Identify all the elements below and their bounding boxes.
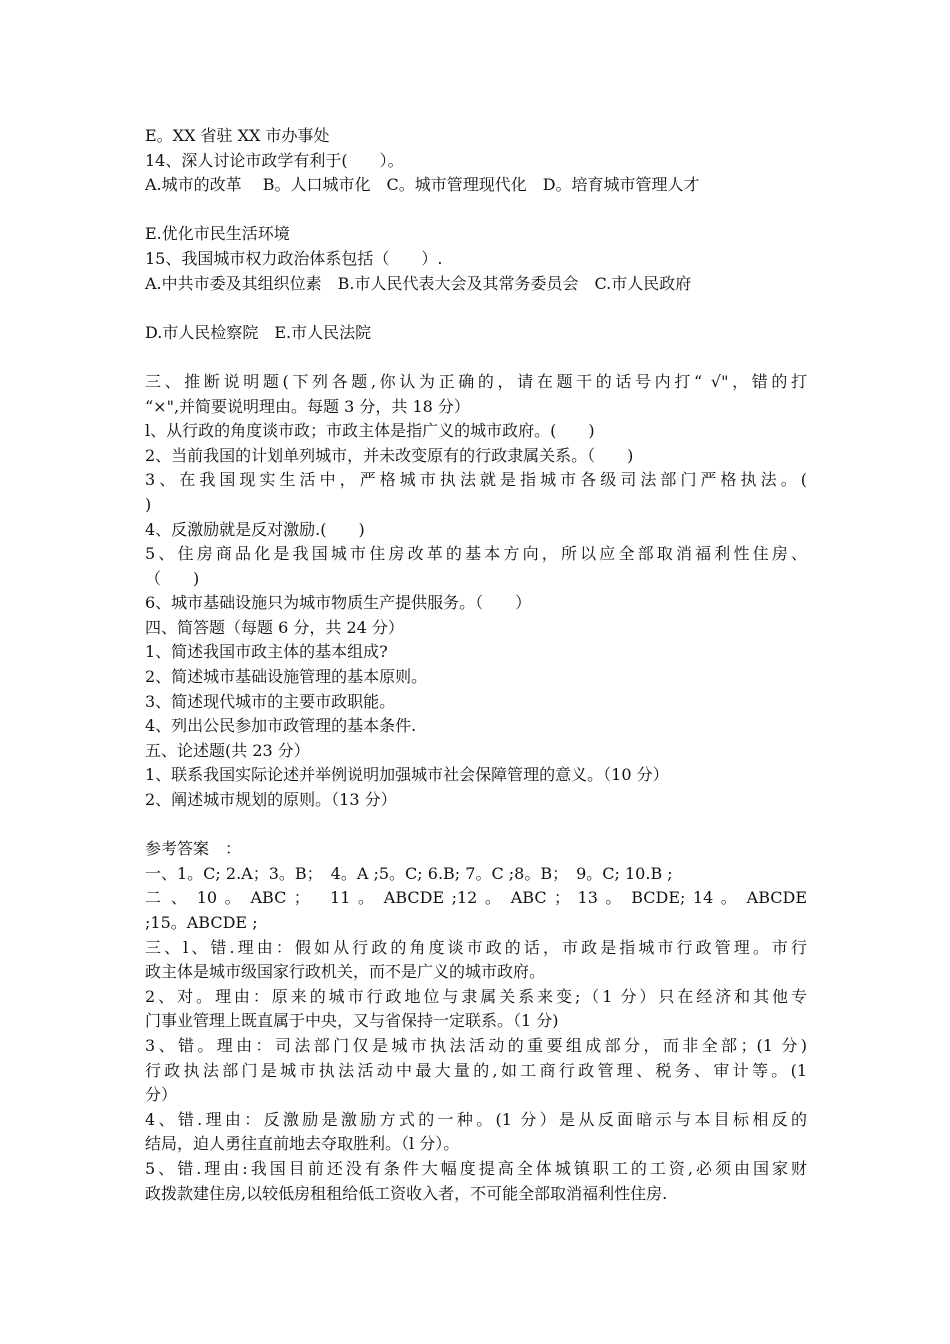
text-line: 门事业管理上既直属于中央，又与省保持一定联系。（1 分)	[145, 1011, 559, 1031]
text-line: 6、城市基础设施只为城市物质生产提供服务。（ ）	[145, 593, 532, 613]
text-line: 一、1。C; 2.A；3。B； 4。A ;5。C; 6.B; 7。C ;8。B； 9。C; 10.B ;	[145, 863, 673, 883]
text-line: 分）	[145, 1085, 178, 1105]
text-line: E.优化市民生活环境	[145, 224, 290, 244]
blank-line	[145, 198, 807, 223]
text-line: 1、简述我国市政主体的基本组成?	[145, 642, 388, 662]
text-line: 三、推断说明题(下列各题,你认为正确的，请在题干的话号内打“ √"，错的打	[145, 371, 807, 391]
text-line: 5、错.理由:我国目前还没有条件大幅度提高全体城镇职工的工资,必须由国家财	[145, 1158, 807, 1178]
text-line: 结局，迫人勇往直前地去夺取胜利。（l 分）。	[145, 1134, 460, 1154]
blank-line	[145, 345, 807, 370]
text-line: 3、错。理由：司法部门仅是城市执法活动的重要组成部分，而非全部；(1 分)	[145, 1035, 807, 1055]
text-line: 二 、 10 。 ABC ； 11 。 ABCDE ;12 。 ABC ； 13 。 BCDE; 14 。 ABCDE	[145, 888, 807, 908]
text-line: 四、简答题（每题 6 分，共 24 分）	[145, 617, 404, 637]
text-line: 3、简述现代城市的主要市政职能。	[145, 691, 396, 711]
text-line: D.市人民检察院 E.市人民法院	[145, 322, 372, 342]
text-line: （ )	[145, 568, 200, 588]
text-line: 5、住房商品化是我国城市住房改革的基本方向，所以应全部取消福利性住房、	[145, 544, 807, 564]
text-line: 参考答案 ：	[145, 839, 242, 859]
blank-line	[145, 813, 807, 838]
text-line: 4、反激励就是反对激励.( )	[145, 519, 365, 539]
text-line: 1、联系我国实际论述并举例说明加强城市社会保障管理的意义。（10 分）	[145, 765, 669, 785]
text-line: 2、简述城市基础设施管理的基本原则。	[145, 667, 428, 687]
text-line: 2、阐述城市规划的原则。（13 分）	[145, 790, 397, 810]
text-line: A.城市的改革 B。人口城市化 C。城市管理现代化 D。培育城市管理人才	[145, 175, 700, 195]
text-line: ;15。ABCDE ;	[145, 913, 258, 932]
text-line: 15、我国城市权力政治体系包括（ ）.	[145, 248, 443, 268]
text-line: 五、论述题(共 23 分）	[145, 740, 310, 760]
text-line: 14、深人讨论市政学有利于( ）。	[145, 150, 404, 170]
text-line: 4、错.理由：反激励是激励方式的一种。(1 分）是从反面暗示与本目标相反的	[145, 1109, 807, 1129]
text-line: 2、当前我国的计划单列城市，并未改变原有的行政隶属关系。（ )	[145, 445, 634, 465]
text-line: A.中共市委及其组织位素 B.市人民代表大会及其常务委员会 C.市人民政府	[145, 273, 692, 293]
blank-line	[145, 296, 807, 321]
text-line: 4、列出公民参加市政管理的基本条件.	[145, 716, 417, 736]
text-line: 行政执法部门是城市执法活动中最大量的,如工商行政管理、税务、审计等。(1	[145, 1060, 807, 1080]
text-line: 政拨款建住房,以较低房租租给低工资收入者，不可能全部取消福利性住房.	[145, 1183, 668, 1203]
text-line: “×",并简要说明理由。每题 3 分，共 18 分）	[145, 396, 470, 416]
text-line: l、从行政的角度谈市政；市政主体是指广义的城市政府。( )	[145, 421, 595, 441]
text-line: 3、在我国现实生活中，严格城市执法就是指城市各级司法部门严格执法。(	[145, 470, 807, 490]
text-line: E。XX 省驻 XX 市办事处	[145, 126, 330, 145]
text-line: 2、对。理由：原来的城市行政地位与隶属关系来变;（1 分）只在经济和其他专	[145, 986, 807, 1006]
text-line: )	[145, 494, 152, 514]
document-page	[145, 124, 807, 1206]
text-line: 三、l、错.理由：假如从行政的角度谈市政的话，市政是指城市行政管理。市行	[145, 937, 807, 957]
text-line: 政主体是城市级国家行政机关，而不是广义的城市政府。	[145, 962, 546, 982]
